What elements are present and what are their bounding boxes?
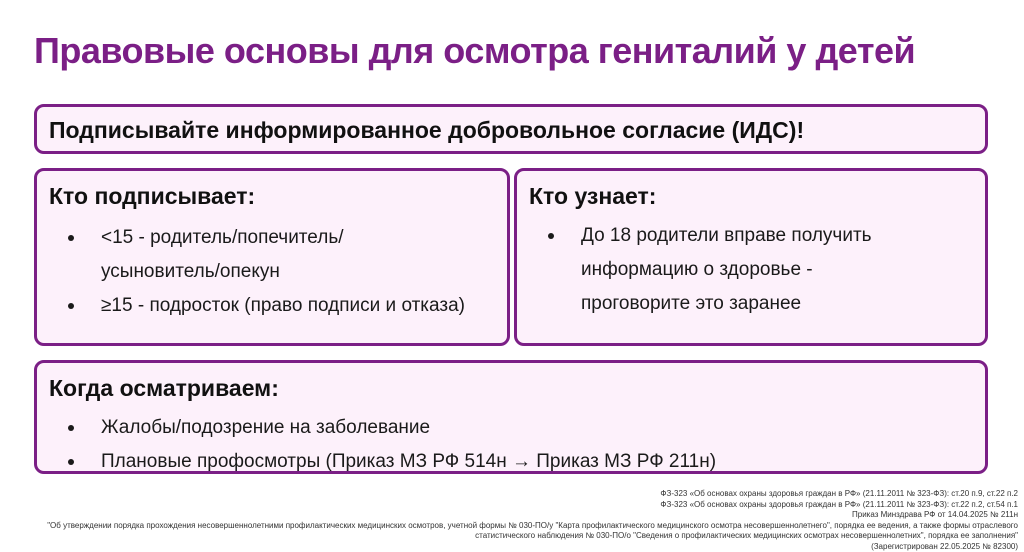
- reference-line: Приказ Минздрава РФ от 14.04.2025 № 211н: [8, 510, 1018, 521]
- who-signs-box: [34, 168, 510, 346]
- when-exam-box: [34, 360, 988, 474]
- reference-line: ФЗ-323 «Об основах охраны здоровья граждан в РФ» (21.11.2011 № 323-ФЗ): ст.20 п.9, ст.22 п.2: [8, 489, 1018, 500]
- page-title: Правовые основы для осмотра гениталий у детей: [34, 30, 915, 72]
- reference-line: (Зарегистрирован 22.05.2025 № 82300): [8, 542, 1018, 552]
- who-knows-box: [514, 168, 988, 346]
- when-exam-heading: Когда осматриваем:: [49, 375, 279, 402]
- who-knows-list: [517, 219, 977, 321]
- who-knows-heading: Кто узнает:: [529, 183, 656, 210]
- list-item: До 18 родители вправе получить информацию о здоровье - проговорите это заранее: [517, 219, 911, 321]
- references-footnote: [8, 489, 1018, 552]
- ids-callout-box: [34, 104, 988, 154]
- list-item: Плановые профосмотры (Приказ МЗ РФ 514н → Приказ МЗ РФ 211н): [37, 445, 977, 479]
- reference-line: "Об утверждении порядка прохождения несовершеннолетними профилактических медицинских осмотров, учетной формы № 030-ПО/у "Карта профилактического медицинского осмотра несовершеннолетнего", порядка ее ведения, а также формы отраслевого статистического наблюдения № 030-ПО/о "Сведения о профилактических медицинских осмотрах несовершеннолетних", порядка ее заполнения": [8, 521, 1018, 542]
- who-signs-list: [37, 221, 497, 323]
- reference-line: ФЗ-323 «Об основах охраны здоровья граждан в РФ» (21.11.2011 № 323-ФЗ): ст.22 п.2, ст.54 п.1: [8, 500, 1018, 511]
- list-item: ≥15 - подросток (право подписи и отказа): [37, 289, 497, 323]
- who-signs-heading: Кто подписывает:: [49, 183, 255, 210]
- list-item: Жалобы/подозрение на заболевание: [37, 411, 977, 445]
- ids-heading: Подписывайте информированное добровольное согласие (ИДС)!: [49, 117, 804, 144]
- list-item: <15 - родитель/попечитель/ усыновитель/опекун: [37, 221, 421, 289]
- when-exam-list: [37, 411, 977, 479]
